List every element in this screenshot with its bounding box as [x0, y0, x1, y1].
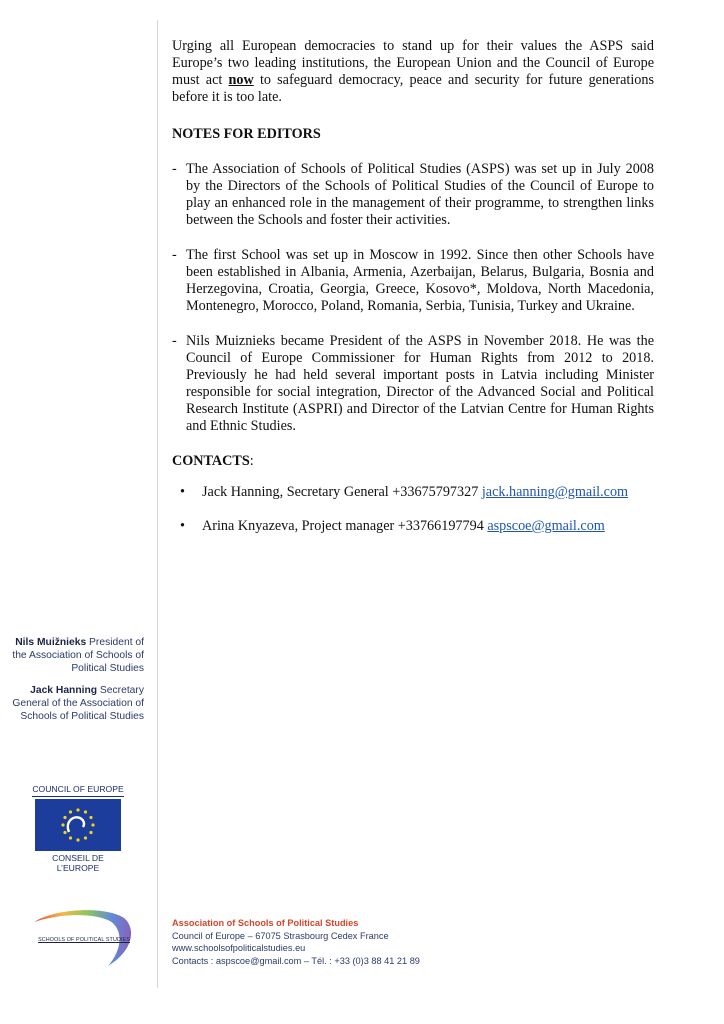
coe-star — [89, 831, 92, 834]
intro-text: Urging all European democracies to stand up for their values the ASPS said Europe’s two leading institutions, the European Union and the Council of Europe must act — [172, 38, 654, 88]
notes-list — [172, 161, 654, 435]
dash-marker: - — [172, 333, 177, 349]
document-body — [172, 38, 654, 552]
secgen-name: Jack Hanning — [30, 685, 98, 696]
contact-item — [172, 518, 654, 535]
coe-top-text: COUNCIL OF EUROPE — [32, 784, 124, 797]
secgen-entry — [10, 684, 144, 723]
president-role: President of the Association of Schools of Political Studies — [12, 637, 144, 674]
intro-text-end: to safeguard democracy, peace and security for future generations before it is too late. — [172, 72, 654, 105]
note-text: The first School was set up in Moscow in 1992. Since then other Schools have been established in Albania, Armenia, Azerbaijan, Belarus, Bulgaria, Bosnia and Herzegovina, Croatia, Georgia, Greece, Kosovo*, Moldova, North Macedonia, Montenegro, Morocco, Poland, Romania, Serbia, Tunisia, Turkey and Ukraine. — [186, 247, 654, 314]
coe-star — [84, 810, 87, 813]
dash-marker: - — [172, 247, 177, 263]
note-item — [172, 333, 654, 435]
coe-star — [91, 823, 94, 826]
coe-stars-icon — [35, 799, 121, 851]
intro-emphasis: now — [228, 72, 254, 88]
coe-star — [61, 823, 64, 826]
coe-star — [63, 816, 66, 819]
coe-star — [69, 810, 72, 813]
secgen-role: Secretary General of the Association of Schools of Political Studies — [12, 685, 144, 722]
coe-star — [76, 808, 79, 811]
asps-logo-text: SCHOOLS OF POLITICAL STUDIES — [38, 937, 130, 943]
bullet-marker: • — [180, 484, 185, 500]
note-item — [172, 161, 654, 229]
footer-address: Council of Europe – 67075 Strasbourg Cedex France — [172, 930, 389, 941]
contacts-heading — [172, 453, 654, 470]
coe-star — [69, 836, 72, 839]
asps-logo — [26, 906, 138, 968]
footer-org-name: Association of Schools of Political Studies — [172, 918, 359, 928]
email-link[interactable]: jack.hanning@gmail.com — [481, 484, 629, 500]
sidebar-officers — [10, 636, 144, 732]
coe-star — [76, 838, 79, 841]
note-text: Nils Muiznieks became President of the ASPS in November 2018. He was the Council of Europe Commissioner for Human Rights from 2012 to 2018. Previously he had held several important posts in Latvia including Minister responsible for social integration, Director of the Advanced Social and Political Research Institute (ASPRI) and Director of the Latvian Centre for Human Rights and Ethnic Studies. — [186, 333, 654, 434]
bullet-marker: • — [180, 518, 185, 534]
coe-star — [63, 831, 66, 834]
contacts-heading-colon: : — [249, 453, 254, 469]
contact-item — [172, 484, 654, 501]
contact-text: Jack Hanning, Secretary General +33675797327 — [202, 484, 482, 500]
coe-star — [89, 816, 92, 819]
coe-flag — [35, 799, 121, 851]
contacts-list — [172, 484, 654, 535]
coe-arc — [68, 817, 84, 832]
note-item — [172, 247, 654, 315]
president-name: Nils Muižnieks — [15, 637, 87, 648]
dash-marker: - — [172, 161, 177, 177]
email-link[interactable]: aspscoe@gmail.com — [487, 518, 605, 534]
note-text: The Association of Schools of Political Studies (ASPS) was set up in July 2008 by the Directors of the Schools of Political Studies of the Council of Europe to play an enhanced role in the management of their programme, to strengthen links between the Schools and foster their activities. — [186, 161, 654, 228]
coe-bottom-text: CONSEIL DE L’EUROPE — [52, 853, 104, 873]
sidebar-divider — [157, 20, 158, 988]
coe-star — [84, 836, 87, 839]
footer-letterhead — [172, 917, 420, 967]
contacts-heading-text: CONTACTS — [172, 453, 250, 469]
contact-text: Arina Knyazeva, Project manager +33766197794 — [202, 518, 488, 534]
president-entry — [10, 636, 144, 675]
council-of-europe-logo — [32, 784, 124, 873]
footer-website: www.schoolsofpoliticalstudies.eu — [172, 943, 306, 953]
intro-paragraph — [172, 38, 654, 106]
notes-heading: NOTES FOR EDITORS — [172, 126, 321, 142]
footer-contacts: Contacts : aspscoe@gmail.com – Tél. : +33 (0)3 88 41 21 89 — [172, 955, 420, 966]
